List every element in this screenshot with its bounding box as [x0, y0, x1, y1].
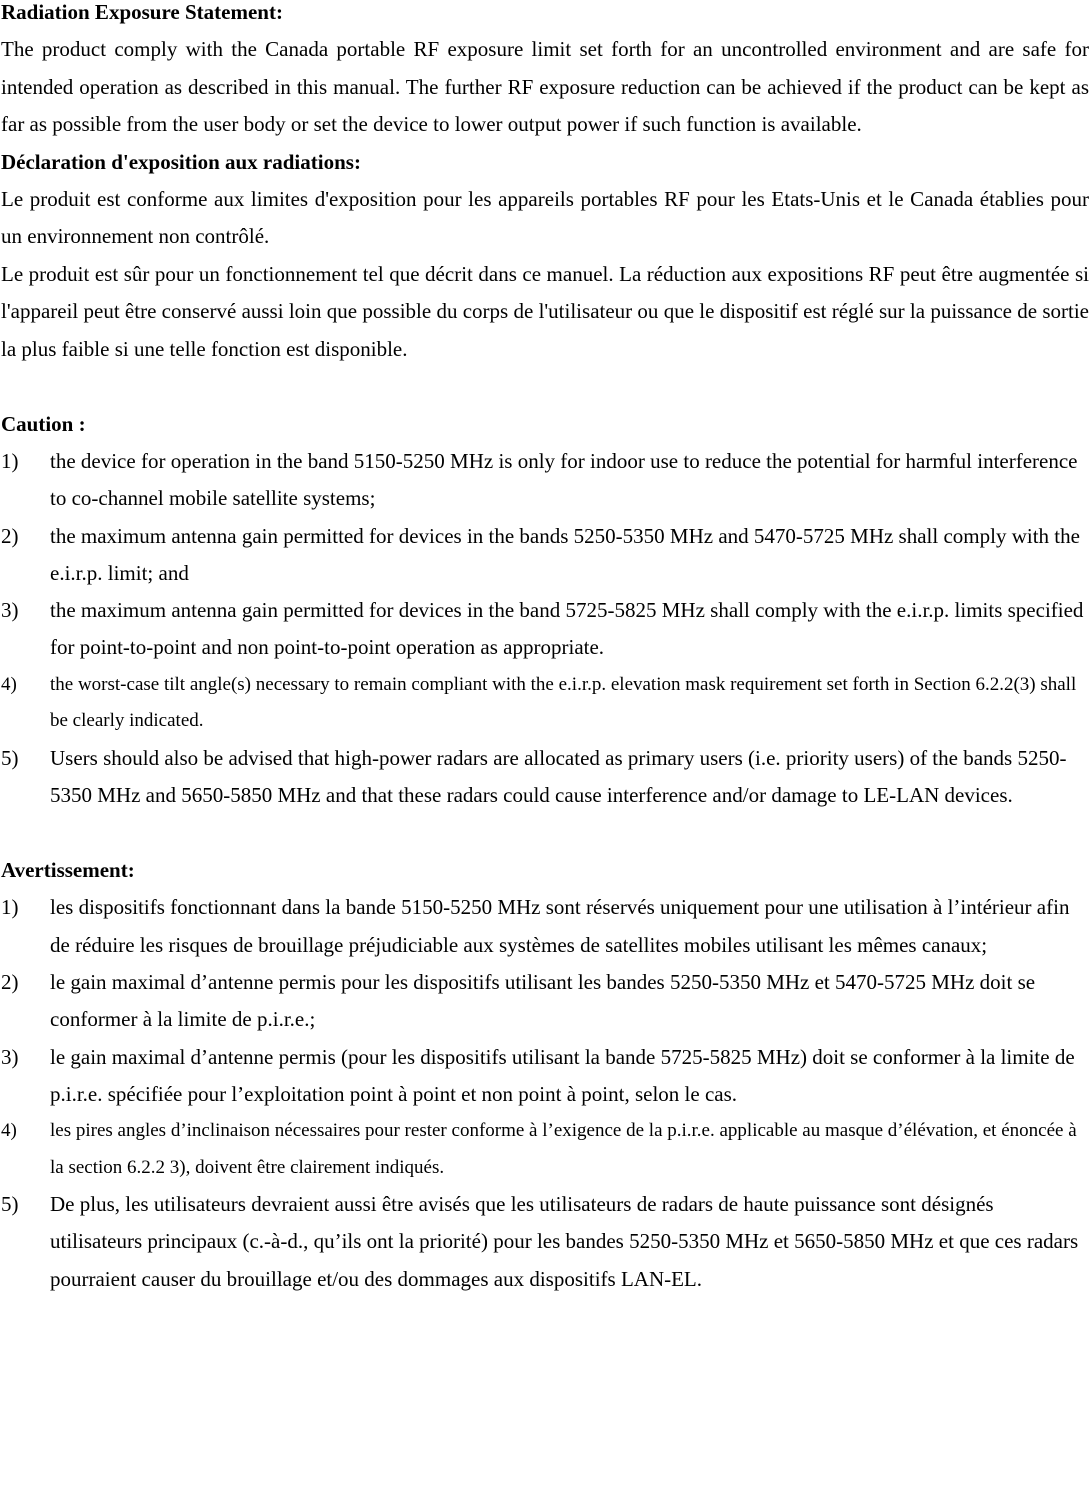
list-item-number: 4)	[1, 673, 17, 695]
list-item-text: De plus, les utilisateurs devraient aussi être avisés que les utilisateurs de radars de haute puissance sont désignés utilisateurs principaux (c.-à-d., qu’ils ont la priorité) pour les bandes 5250-5350 MHz et 5650-5850 MHz et que ces radars pourraient causer du brouillage et/ou des dommages aux dispositifs LAN-EL.	[50, 1192, 1079, 1291]
list-item-number: 5)	[1, 1192, 19, 1217]
caution-section	[1, 406, 1089, 814]
list-item-number: 1)	[1, 449, 19, 473]
avertissement-heading: Avertissement:	[1, 858, 135, 883]
list-item-text: the device for operation in the band 5150-5250 MHz is only for indoor use to reduce the potential for harmful interference to co-channel mobile satellite systems;	[50, 449, 1078, 511]
list-item	[1, 889, 1089, 964]
list-item-number: 2)	[1, 969, 19, 994]
list-item	[1, 740, 1089, 815]
avertissement-list	[1, 889, 1089, 1298]
declaration-exposition-section	[1, 144, 1089, 369]
declaration-paragraph-1: Le produit est conforme aux limites d'exposition pour les appareils portables RF pour les Etats-Unis et le Canada établies pour un environnement non contrôlé.	[1, 186, 1089, 248]
list-item	[1, 592, 1089, 667]
list-item	[1, 443, 1089, 518]
list-item-number: 5)	[1, 745, 19, 770]
declaration-exposition-heading: Déclaration d'exposition aux radiations:	[1, 149, 361, 174]
list-item-text: les dispositifs fonctionnant dans la bande 5150-5250 MHz sont réservés uniquement pour une utilisation à l’intérieur afin de réduire les risques de brouillage préjudiciable aux systèmes de satellites mobiles utilisant les mêmes canaux;	[50, 895, 1070, 957]
list-item-text: le gain maximal d’antenne permis pour les dispositifs utilisant les bandes 5250-5350 MHz et 5470-5725 MHz doit se conformer à la limite de p.i.r.e.;	[50, 969, 1036, 1032]
list-item-number: 1)	[1, 895, 19, 920]
list-item-text: les pires angles d’inclinaison nécessaires pour rester conforme à l’exigence de la p.i.r.e. applicable au masque d’élévation, et énoncée à la section 6.2.2 3), doivent être clairement indiqués.	[50, 1120, 1077, 1178]
list-item	[1, 964, 1089, 1039]
radiation-exposure-paragraph: The product comply with the Canada portable RF exposure limit set forth for an uncontrolled environment and are safe for intended operation as described in this manual. The further RF exposure reduction can be achieved if the product can be kept as far as possible from the user body or set the device to lower output power if such function is available.	[1, 37, 1089, 136]
list-item-text: the maximum antenna gain permitted for devices in the band 5725-5825 MHz shall comply with the e.i.r.p. limits specified for point-to-point and non point-to-point operation as appropriate.	[50, 598, 1084, 660]
avertissement-section	[1, 852, 1089, 1298]
radiation-exposure-heading: Radiation Exposure Statement:	[1, 0, 283, 24]
list-item	[1, 518, 1089, 593]
list-item	[1, 1039, 1089, 1114]
list-item-text: the worst-case tilt angle(s) necessary to remain compliant with the e.i.r.p. elevation mask requirement set forth in Section 6.2.2(3) shall be clearly indicated.	[50, 673, 1077, 732]
list-item-number: 3)	[1, 598, 19, 623]
caution-heading: Caution :	[1, 412, 86, 436]
list-item-text: Users should also be advised that high-power radars are allocated as primary users (i.e. priority users) of the bands 5250-5350 MHz and 5650-5850 MHz and that these radars could cause interference and/or damage to LE-LAN devices.	[50, 745, 1067, 808]
list-item-text: the maximum antenna gain permitted for devices in the bands 5250-5350 MHz and 5470-5725 MHz shall comply with the e.i.r.p. limit; and	[50, 523, 1080, 585]
list-item-number: 3)	[1, 1044, 19, 1069]
radiation-exposure-section	[1, 0, 1089, 144]
list-item-number: 4)	[1, 1120, 17, 1142]
list-item	[1, 1113, 1089, 1186]
section-spacer	[1, 368, 1089, 406]
caution-list	[1, 443, 1089, 814]
list-item	[1, 667, 1089, 740]
section-spacer	[1, 814, 1089, 852]
list-item-number: 2)	[1, 523, 19, 548]
list-item-text: le gain maximal d’antenne permis (pour les dispositifs utilisant la bande 5725-5825 MHz) doit se conformer à la limite de p.i.r.e. spécifiée pour l’exploitation point à point et non point à point, selon le cas.	[50, 1044, 1075, 1106]
list-item	[1, 1186, 1089, 1298]
document-page	[1, 0, 1089, 1298]
declaration-paragraph-2: Le produit est sûr pour un fonctionnement tel que décrit dans ce manuel. La réduction aux expositions RF peut être augmentée si l'appareil peut être conservé aussi loin que possible du corps de l'utilisateur ou que le dispositif est réglé sur la puissance de sortie la plus faible si une telle fonction est disponible.	[1, 261, 1089, 361]
